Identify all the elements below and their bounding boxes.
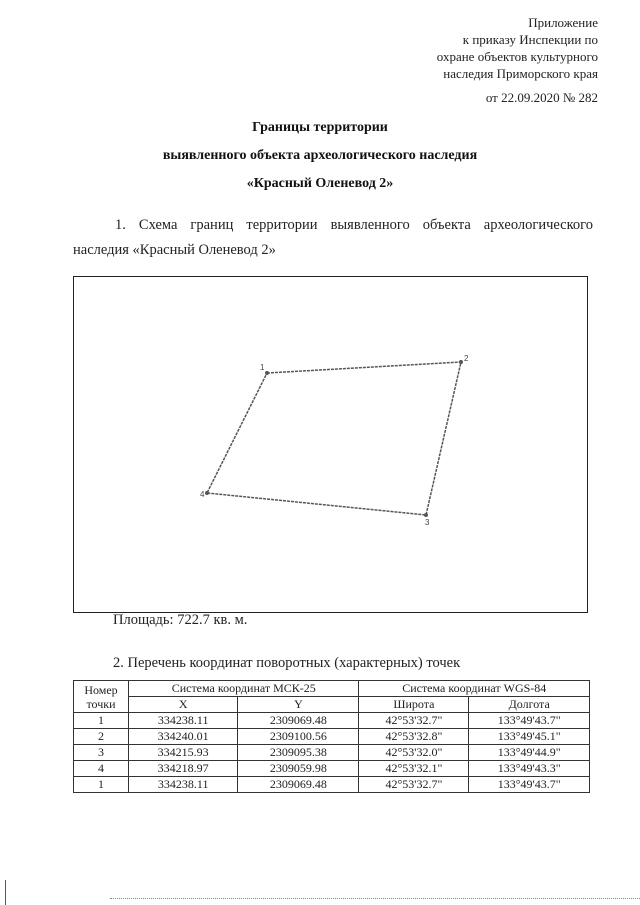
table-row [74,777,590,793]
scan-margin-mark [5,880,6,905]
cell-y: 2309069.48 [238,777,359,793]
table-row [74,745,590,761]
header-point-number [74,681,129,713]
point-marker-4 [205,491,209,495]
point-label-2: 2 [464,354,469,363]
appendix-line-3: охране объектов культурного [436,49,598,64]
cell-x: 334218.97 [129,761,238,777]
document-title-line-1: Границы территории [252,120,388,135]
cell-num: 4 [74,761,129,777]
appendix-line-2: к приказу Инспекции по [462,32,598,47]
cell-y: 2309095.38 [238,745,359,761]
section-1-heading: 1. Схема границ территории выявленного объекта археологического наследия «Красный Оленевод 2» [73,217,593,258]
header-wgs: Система координат WGS-84 [359,681,590,697]
cell-y: 2309059.98 [238,761,359,777]
cell-lat: 42°53'32.0" [359,745,469,761]
header-lon: Долгота [469,697,590,713]
cell-lat: 42°53'32.1" [359,761,469,777]
header-point-number-line-2: точки [86,696,116,711]
order-date: от 22.09.2020 № 282 [485,90,598,105]
boundary-scheme [73,276,588,613]
cell-num: 1 [74,713,129,729]
table-subheader-row [74,697,590,713]
scan-bottom-edge [110,898,640,899]
cell-lat: 42°53'32.7" [359,777,469,793]
appendix-line-1: Приложение [528,15,598,30]
cell-lon: 133°49'45.1" [469,729,590,745]
point-marker-1 [265,371,269,375]
table-header-row [74,681,590,697]
cell-x: 334240.01 [129,729,238,745]
point-marker-3 [424,513,428,517]
cell-x: 334238.11 [129,777,238,793]
coordinates-table [73,680,590,793]
cell-lat: 42°53'32.8" [359,729,469,745]
boundary-polygon [207,362,461,515]
cell-lon: 133°49'43.3" [469,761,590,777]
point-marker-2 [459,360,463,364]
cell-num: 1 [74,777,129,793]
cell-num: 3 [74,745,129,761]
boundary-scheme-drawing [74,277,587,612]
cell-y: 2309100.56 [238,729,359,745]
table-row [74,729,590,745]
cell-y: 2309069.48 [238,713,359,729]
table-row [74,761,590,777]
cell-x: 334238.11 [129,713,238,729]
section-2-heading: 2. Перечень координат поворотных (характерных) точек [113,655,461,671]
cell-lat: 42°53'32.7" [359,713,469,729]
point-label-3: 3 [425,518,430,527]
header-msk: Система координат МСК-25 [129,681,359,697]
document-title-line-3: «Красный Оленевод 2» [246,176,394,191]
point-label-4: 4 [200,490,205,499]
appendix-header [437,14,598,82]
point-label-1: 1 [260,363,265,372]
header-x: X [129,697,238,713]
document-title-line-2: выявленного объекта археологического наследия [162,148,478,163]
table-row [74,713,590,729]
cell-lon: 133°49'43.7" [469,777,590,793]
header-point-number-line-1: Номер [84,682,118,697]
cell-x: 334215.93 [129,745,238,761]
header-lat: Широта [359,697,469,713]
cell-num: 2 [74,729,129,745]
header-y: Y [238,697,359,713]
appendix-line-4: наследия Приморского края [443,66,598,81]
area-text: Площадь: 722.7 кв. м. [113,612,248,628]
cell-lon: 133°49'43.7" [469,713,590,729]
cell-lon: 133°49'44.9" [469,745,590,761]
